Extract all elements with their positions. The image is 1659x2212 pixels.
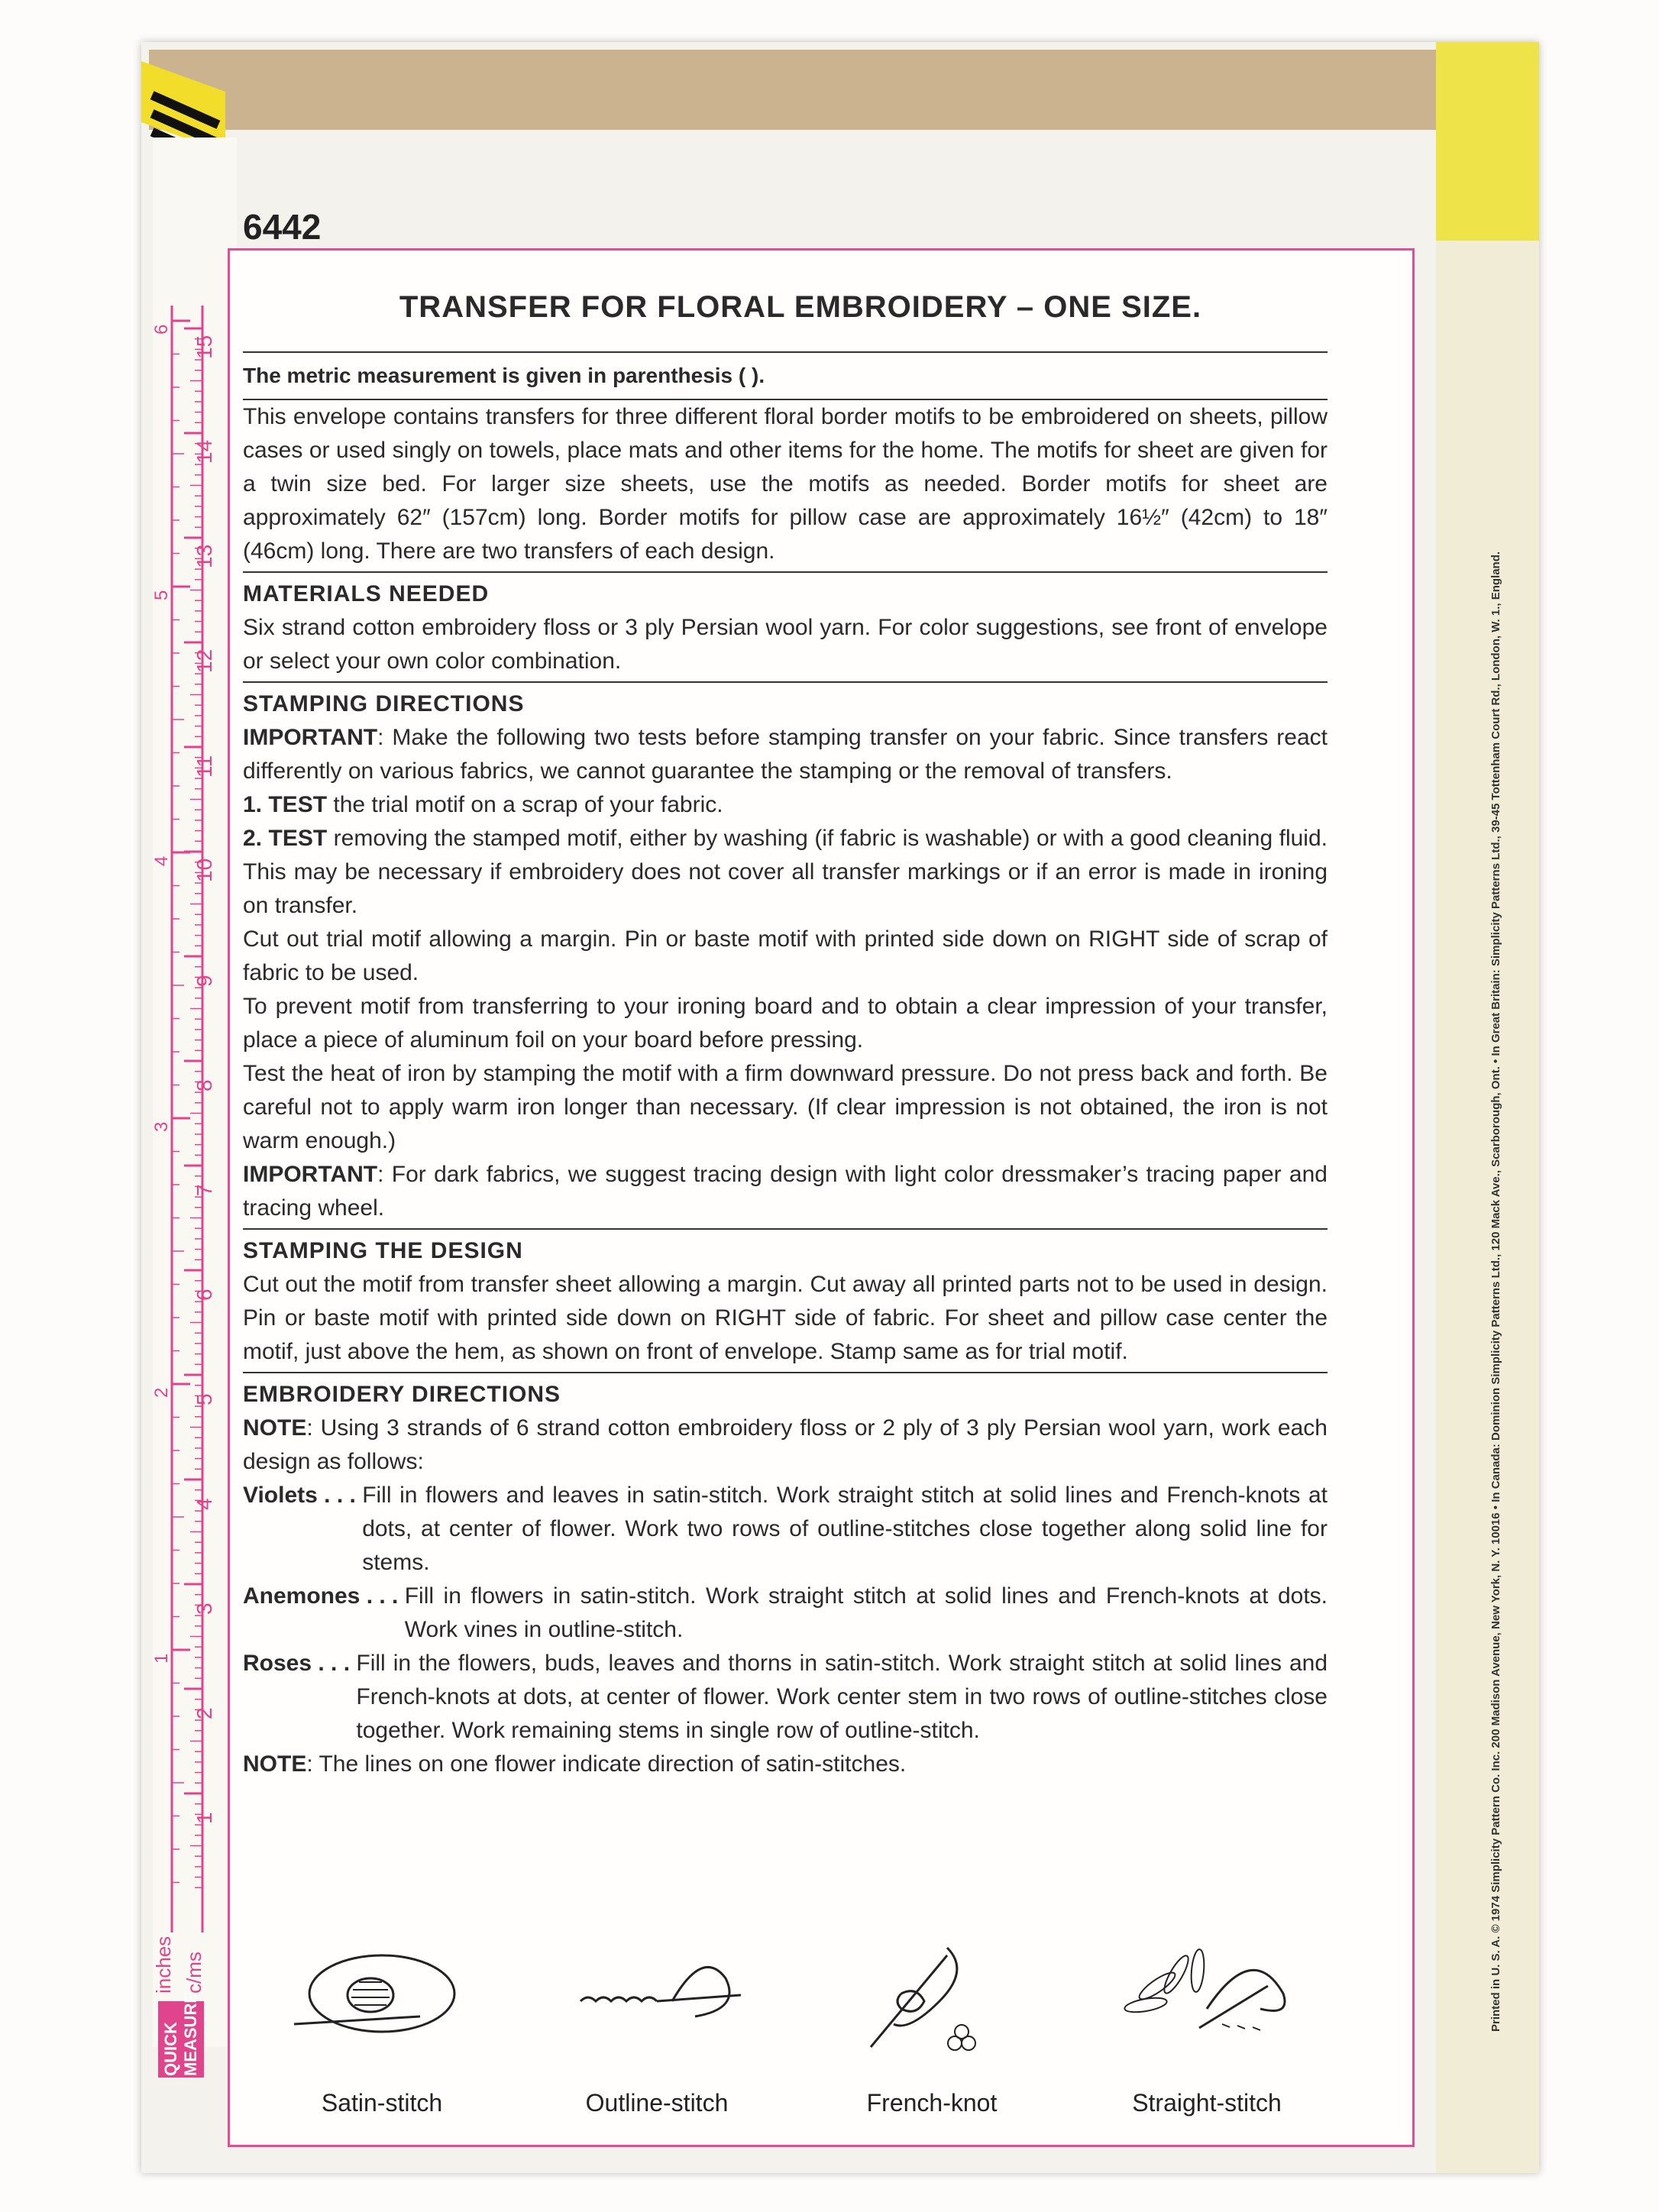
stitch-diagram-french-knot [833, 1940, 1031, 2139]
ruler-inch-label: 6 [151, 324, 172, 335]
ruler-cm-label: 13 [192, 544, 216, 568]
entry-label: Anemones . . . [243, 1583, 399, 1609]
ruler-cm-label: 10 [192, 858, 216, 882]
section-heading: STAMPING THE DESIGN [243, 1238, 523, 1263]
ruler-inch-label: 4 [151, 855, 172, 866]
dark-fabrics-note [243, 1158, 1328, 1225]
test-one [243, 788, 1328, 822]
entry-text: Fill in flowers and leaves in satin-stitch. Work straight stitch at solid lines and French-knots at dots, at center of flower. Work two rows of outline-stitches close together along solid line for stems. [362, 1483, 1328, 1575]
yellow-corner-band [1436, 42, 1539, 241]
ruler-cm-label: 5 [192, 1393, 216, 1405]
ruler-cm-label: 1 [192, 1812, 216, 1824]
section-heading: EMBROIDERY DIRECTIONS [243, 1382, 561, 1407]
intro-paragraph: This envelope contains transfers for three different floral border motifs to be embroidered on sheets, pillow cases or used singly on towels, place mats and other items for the home. The motifs for sheet are given for a twin size bed. For larger size sheets, use the motifs as needed. Border motifs for sheet are approximately 62″ (157cm) long. Border motifs for pillow case are approximately 16½″ (42cm) to 18″ (46cm) long. There are two transfers of each design. [243, 404, 1328, 564]
stamping-design-text: Cut out the motif from transfer sheet allowing a margin. Cut away all printed parts not to be used in design. Pin or baste motif with printed side down on RIGHT side of fabric. For sheet and pillow case center the motif, just above the hem, as shown on front of envelope. Stamp same as for trial motif. [243, 1272, 1328, 1364]
ruler-cm-label: 7 [192, 1184, 216, 1196]
ruler-cm-label: 14 [192, 439, 216, 464]
embroidery-directions-section [243, 1378, 1328, 1784]
entry-label: Violets . . . [243, 1483, 356, 1508]
stitch-diagrams [283, 1940, 1367, 2139]
test-label: 1. TEST [243, 792, 328, 817]
test-two [243, 822, 1328, 923]
instructions-content [243, 290, 1328, 1784]
divider [243, 1372, 1328, 1373]
materials-section [243, 577, 1328, 681]
stitch-diagram-satin [283, 1940, 481, 2139]
stitch-diagram-outline [558, 1940, 756, 2139]
quick-measure-ruler [151, 306, 231, 2076]
entry-text: Fill in the flowers, buds, leaves and thorns in satin-stitch. Work straight stitch at solid lines and French-knots at dots, at center of flower. Work center stem in two rows of outline-stitches close together. Work remaining stems in single row of outline-stitch. [356, 1651, 1328, 1743]
important-label: IMPORTANT [243, 725, 378, 750]
stamping-design-section [243, 1234, 1328, 1372]
section-heading: MATERIALS NEEDED [243, 581, 490, 606]
ruler-cm-label: 6 [192, 1289, 216, 1301]
test-label: 2. TEST [243, 826, 328, 851]
anemones-entry [243, 1580, 1328, 1647]
ruler-cm-label: 2 [192, 1707, 216, 1719]
straight-stitch-icon [1115, 1940, 1298, 2055]
ruler-inch-label: 5 [151, 590, 172, 600]
ruler-inch-label: 2 [151, 1387, 172, 1398]
ruler-inch-label: 3 [151, 1121, 172, 1132]
metric-note: The metric measurement is given in parenthesis ( ). [243, 364, 765, 387]
materials-text: Six strand cotton embroidery floss or 3 ply Persian wool yarn. For color suggestions, see front of envelope or select your own color combination. [243, 615, 1328, 674]
section-heading: STAMPING DIRECTIONS [243, 691, 525, 716]
ruler-inch-label: 1 [151, 1653, 172, 1664]
stitch-label: Satin-stitch [321, 2089, 443, 2117]
important-text: : For dark fabrics, we suggest tracing design with light color dressmaker’s tracing paper and tracing wheel. [243, 1162, 1328, 1221]
ruler-cm-label: 11 [192, 755, 216, 778]
ruler-cm-label: 15 [192, 335, 216, 359]
roses-entry [243, 1647, 1328, 1748]
divider [243, 681, 1328, 683]
ruler-cm-label: 12 [192, 648, 216, 673]
ruler-cm-label: 8 [192, 1079, 216, 1091]
ruler-cm-label: 4 [192, 1498, 216, 1510]
envelope-top-flap [149, 50, 1447, 130]
ruler-unit-inches: inches [152, 1936, 175, 1994]
divider [243, 1228, 1328, 1230]
test-text: the trial motif on a scrap of your fabric. [327, 792, 723, 817]
ruler-cm-label: 3 [192, 1602, 216, 1615]
entry-label: Roses . . . [243, 1651, 351, 1676]
important-label: IMPORTANT [243, 1162, 378, 1187]
note-label: NOTE [243, 1415, 307, 1441]
ruler-unit-cm: c/ms [183, 1952, 205, 1994]
stitch-label: Straight-stitch [1132, 2089, 1282, 2117]
copyright-side-print: Printed in U. S. A. © 1974 Simplicity Pattern Co. Inc. 200 Madison Avenue, New York, N. Y. 10016 • In Canada: Dominion Simplicity Patterns Ltd., 120 Mack Ave., Scarborough, Ont. • In Great Britain: Simplicity Patterns Ltd., 39-45 Tottenham Court Rd., London, W. 1., England. [1489, 551, 1502, 2032]
note-text: : Using 3 strands of 6 strand cotton embroidery floss or 2 ply of 3 ply Persian wool yarn, work each design as follows: [243, 1415, 1328, 1474]
test-text: removing the stamped motif, either by washing (if fabric is washable) or with a good cleaning fluid. This may be necessary if embroidery does not cover all transfer markings or if an error is made in ironing on transfer. [243, 826, 1328, 918]
satin-stitch-icon [290, 1940, 474, 2055]
important-text: : Make the following two tests before stamping transfer on your fabric. Since transfers react differently on various fabrics, we cannot guarantee the stamping or the removal of transfers. [243, 725, 1328, 784]
entry-text: Fill in flowers in satin-stitch. Work straight stitch at solid lines and French-knots at dots. Work vines in outline-stitch. [404, 1583, 1328, 1642]
stitch-label: French-knot [866, 2089, 998, 2117]
pattern-number: 6442 [243, 207, 322, 247]
outline-stitch-icon [565, 1940, 749, 2055]
envelope-right-strip [1436, 42, 1539, 2173]
french-knot-icon [840, 1940, 1024, 2055]
stitch-diagram-straight [1108, 1940, 1306, 2139]
violets-entry [243, 1479, 1328, 1580]
stamping-directions-section [243, 687, 1328, 1228]
note-label: NOTE [243, 1751, 307, 1777]
quick-measure-brand: MEASURE [181, 1991, 200, 2076]
stitch-label: Outline-stitch [585, 2089, 729, 2117]
ruler-cm-label: 9 [192, 975, 216, 987]
important-note [243, 721, 1328, 788]
quick-measure-brand: QUICK [161, 2022, 180, 2076]
test-heat-paragraph: Test the heat of iron by stamping the motif with a firm downward pressure. Do not press back and forth. Be careful not to apply warm iron longer than necessary. (If clear impression is not obtained, the iron is not warm enough.) [243, 1061, 1328, 1153]
divider [243, 571, 1328, 573]
cut-trial-paragraph: Cut out trial motif allowing a margin. Pin or baste motif with printed side down on RIGHT side of scrap of fabric to be used. [243, 927, 1328, 985]
page-title: TRANSFER FOR FLORAL EMBROIDERY – ONE SIZE. [399, 290, 1202, 324]
note-paragraph [243, 1748, 1328, 1781]
prevent-transfer-paragraph: To prevent motif from transferring to your ironing board and to obtain a clear impression of your transfer, place a piece of aluminum foil on your board before pressing. [243, 994, 1328, 1053]
note-text: : The lines on one flower indicate direction of satin-stitches. [306, 1751, 907, 1777]
note-paragraph [243, 1412, 1328, 1479]
